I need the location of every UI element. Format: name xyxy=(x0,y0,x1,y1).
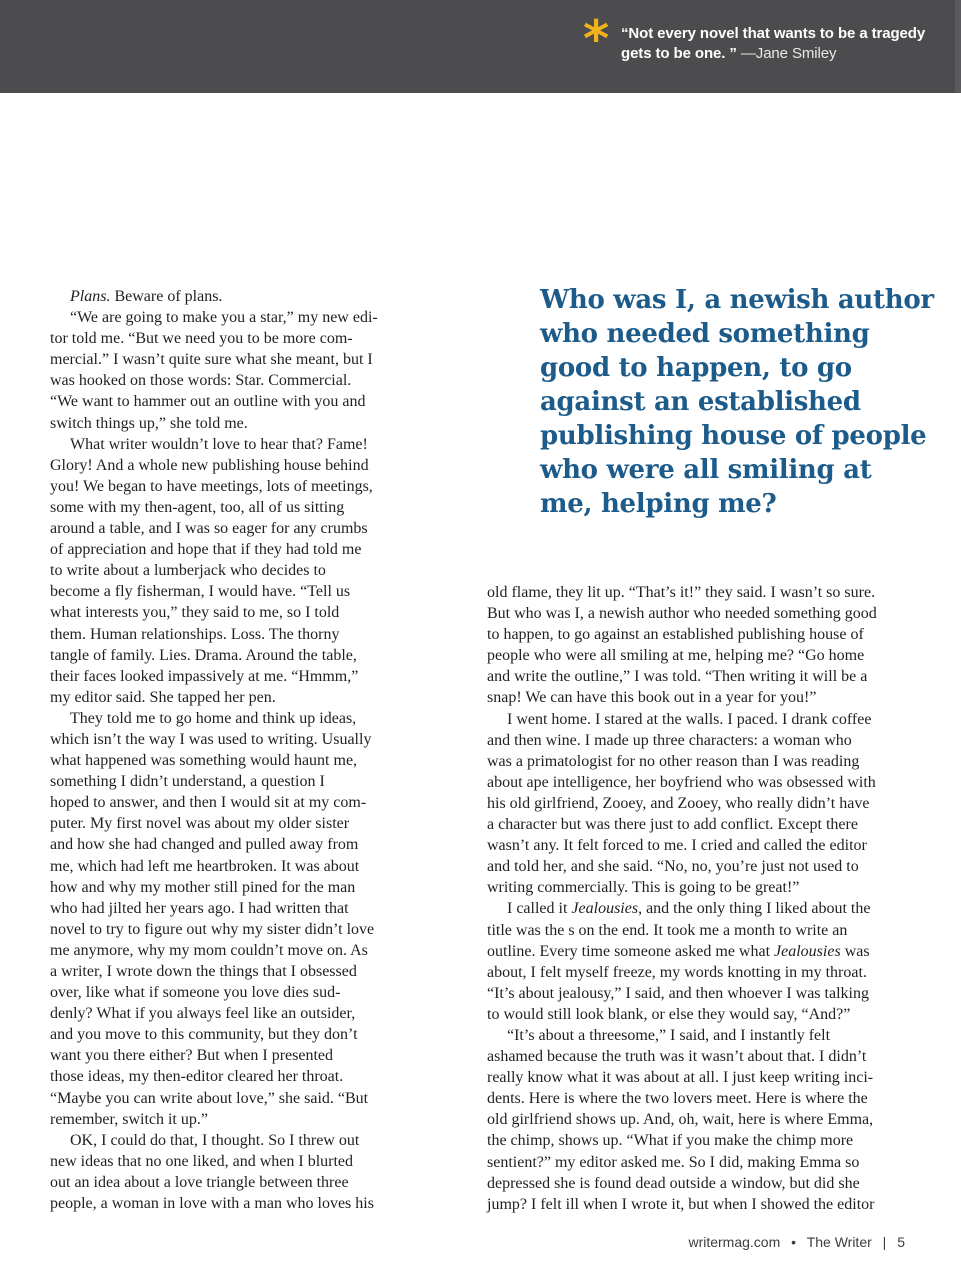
footer-page-number: 5 xyxy=(897,1234,905,1250)
paragraph xyxy=(50,729,395,1130)
header-quote-text: “Not every novel that wants to be a tragedy gets to be one. ” xyxy=(621,25,926,62)
text-line: my editor said. She tapped her pen. xyxy=(50,688,276,706)
paragraph xyxy=(487,920,905,1025)
text-line: people who were all smiling at me, helping me? “Go home xyxy=(487,647,865,665)
header-quote-attribution: —Jane Smiley xyxy=(740,45,837,62)
text-line: ashamed because the truth was it wasn’t about that. I didn’t xyxy=(487,1048,867,1066)
paragraph xyxy=(487,1025,905,1046)
text-line: dents. Here is where the two lovers meet. Here is where the xyxy=(487,1090,868,1108)
text-line: and how she had changed and pulled away from xyxy=(50,836,359,854)
text-line: hoped to answer, and then I would sit at my com- xyxy=(50,794,367,812)
text-line: “It’s about a threesome,” I said, and I instantly felt xyxy=(507,1026,831,1044)
text-line: was hooked on those words: Star. Commercial. xyxy=(50,372,352,390)
text-line: and told her, and she said. “No, no, you’re just not used to xyxy=(487,858,859,876)
text-line: become a fly fisherman, I would have. “Tell us xyxy=(50,583,351,601)
paragraph xyxy=(50,1130,395,1151)
text-line: you! We began to have meetings, lots of meetings, xyxy=(50,477,373,495)
text-line: denly? What if you always feel like an outsider, xyxy=(50,1005,356,1023)
paragraph xyxy=(50,307,395,328)
text-line: old girlfriend shows up. And, oh, wait, here is where Emma, xyxy=(487,1111,874,1129)
paragraph xyxy=(487,582,905,709)
paragraph xyxy=(487,1046,905,1215)
text-line: I went home. I stared at the walls. I paced. I drank coffee xyxy=(507,710,872,728)
right-column xyxy=(487,582,905,1215)
text-line: But who was I, a newish author who needed something good xyxy=(487,605,877,623)
text-line: new ideas that no one liked, and when I blurted xyxy=(50,1152,354,1170)
text-line: mercial.” I wasn’t quite sure what she meant, but I xyxy=(50,351,373,369)
pull-quote-line: who were all smiling at xyxy=(540,455,872,485)
text-line: to would still look blank, or else they would say, “And?” xyxy=(487,1005,851,1023)
pull-quote-line: good to happen, to go xyxy=(540,353,852,383)
text-line: around a table, and I was so eager for any crumbs xyxy=(50,520,368,538)
pull-quote-line: publishing house of people xyxy=(540,421,927,451)
text-line: to happen, to go against an established publishing house of xyxy=(487,626,864,644)
footer-site: writermag.com xyxy=(688,1234,781,1250)
text-line: their faces looked impassively at me. “Hmmm,” xyxy=(50,667,359,685)
text-line: was a primatologist for no other reason than I was reading xyxy=(487,752,860,770)
text-line: over, like what if someone you love dies sud- xyxy=(50,984,341,1002)
text-line: “We want to hammer out an outline with you and xyxy=(50,393,366,411)
text-line: something I didn’t understand, a question I xyxy=(50,773,325,791)
paragraph xyxy=(50,286,395,307)
pull-quote-line: who needed something xyxy=(540,319,870,349)
pull-quote-line: Who was I, a newish author xyxy=(540,285,934,315)
text-line: of appreciation and hope that if they had told me xyxy=(50,541,362,559)
text-line: about, I felt myself freeze, my words knotting in my throat. xyxy=(487,963,867,981)
pull-quote xyxy=(540,283,934,521)
text-line: about ape intelligence, her boyfriend who was obsessed with xyxy=(487,773,876,791)
text-line: depressed she is found dead outside a window, but did she xyxy=(487,1174,860,1192)
text-line: me, which had left me heartbroken. It was about xyxy=(50,857,360,875)
text-line: his old girlfriend, Zooey, and Zooey, who really didn’t have xyxy=(487,794,870,812)
text-line: want you there either? But when I presented xyxy=(50,1047,334,1065)
footer-magazine: The Writer xyxy=(806,1234,872,1250)
pull-quote-line: against an established xyxy=(540,387,861,417)
text-line: which isn’t the way I was used to writing. Usually xyxy=(50,730,372,748)
text-line: and then wine. I made up three characters: a woman who xyxy=(487,731,852,749)
text-line: writing commercially. This is going to be great!” xyxy=(487,879,800,897)
text-line: jump? I felt ill when I wrote it, but when I showed the editor xyxy=(487,1195,875,1213)
footer-bullet: • xyxy=(791,1234,797,1250)
pull-quote-line: me, helping me? xyxy=(540,489,777,519)
text-line: snap! We can have this book out in a year for you!” xyxy=(487,689,817,707)
text-line: “Maybe you can write about love,” she said. “But xyxy=(50,1089,369,1107)
text-line: them. Human relationships. Loss. The thorny xyxy=(50,625,340,643)
footer-divider: | xyxy=(882,1234,887,1250)
paragraph xyxy=(50,708,395,729)
text-line: title was the s on the end. It took me a month to write an xyxy=(487,921,848,939)
paragraph xyxy=(487,709,905,730)
text-line: outline. Every time someone asked me what Jealousies was xyxy=(487,942,870,960)
paragraph xyxy=(487,730,905,899)
text-line: wasn’t any. It felt forced to me. I cried and called the editor xyxy=(487,837,867,855)
text-line: tor told me. “But we need you to be more com- xyxy=(50,330,353,348)
text-line: switch things up,” she told me. xyxy=(50,414,248,432)
text-line: to write about a lumberjack who decides to xyxy=(50,562,326,580)
text-line: They told me to go home and think up ideas, xyxy=(70,709,357,727)
text-line: and write the outline,” I was told. “Then writing it will be a xyxy=(487,668,868,686)
text-line: out an idea about a love triangle between three xyxy=(50,1173,349,1191)
text-line: how and why my mother still pined for the man xyxy=(50,878,356,896)
text-line: “It’s about jealousy,” I said, and then whoever I was talking xyxy=(487,984,869,1002)
text-line: a character but was there just to add conflict. Except there xyxy=(487,816,858,834)
paragraph xyxy=(50,455,395,708)
text-line: tangle of family. Lies. Drama. Around the table, xyxy=(50,646,357,664)
text-line: the chimp, shows up. “What if you make the chimp more xyxy=(487,1132,854,1150)
asterisk-icon: * xyxy=(583,10,610,68)
page-footer xyxy=(688,1234,905,1250)
text-line: OK, I could do that, I thought. So I threw out xyxy=(70,1131,360,1149)
text-line: what happened was something would haunt me, xyxy=(50,752,358,770)
paragraph xyxy=(50,1151,395,1214)
text-line: and you move to this community, but they don’t xyxy=(50,1026,358,1044)
paragraph xyxy=(50,328,395,433)
text-line: old flame, they lit up. “That’s it!” they said. I wasn’t so sure. xyxy=(487,584,876,601)
text-line: people, a woman in love with a man who loves his xyxy=(50,1195,374,1213)
text-line: sentient?” my editor asked me. So I did, making Emma so xyxy=(487,1153,860,1171)
text-line: novel to try to figure out why my sister didn’t love xyxy=(50,920,375,938)
text-line: Plans. Beware of plans. xyxy=(70,288,223,305)
text-line: who had jilted her years ago. I had written that xyxy=(50,899,349,917)
text-line: What writer wouldn’t love to hear that? Fame! xyxy=(70,435,368,453)
text-line: a writer, I wrote down the things that I obsessed xyxy=(50,963,357,980)
text-line: what interests you,” they said to me, so I told xyxy=(50,604,340,622)
text-line: those ideas, my then-editor cleared her throat. xyxy=(50,1068,344,1086)
text-line: puter. My first novel was about my older sister xyxy=(50,815,350,833)
text-line: Glory! And a whole new publishing house behind xyxy=(50,456,369,474)
paragraph xyxy=(487,898,905,919)
text-line: I called it Jealousies, and the only thing I liked about the xyxy=(507,900,871,918)
paragraph xyxy=(50,434,395,455)
text-line: some with my then-agent, too, all of us sitting xyxy=(50,498,345,516)
text-line: “We are going to make you a star,” my new edi- xyxy=(70,309,378,327)
text-line: remember, switch it up.” xyxy=(50,1110,208,1128)
text-line: really know what it was about at all. I just keep writing inci- xyxy=(487,1069,874,1087)
text-line: me anymore, why my mom couldn’t move on. As xyxy=(50,941,368,959)
left-column xyxy=(50,286,395,1214)
header-quote xyxy=(621,24,951,64)
